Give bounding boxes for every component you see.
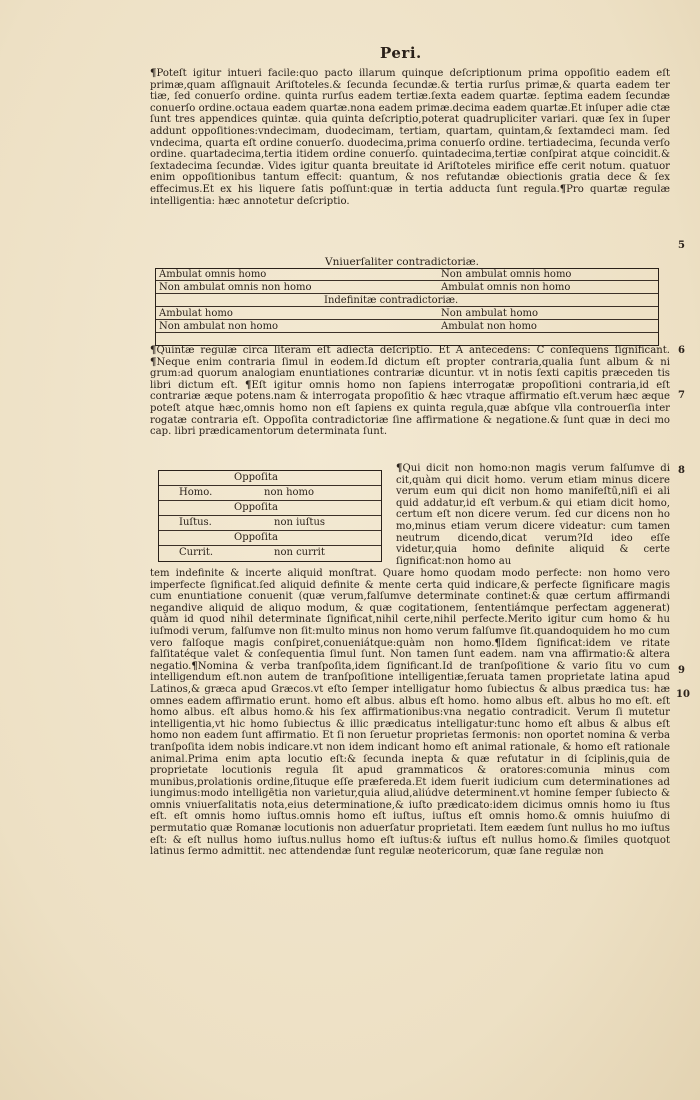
table-cell: Oppoſita bbox=[234, 472, 278, 483]
table-cell: Iuſtus. bbox=[179, 517, 212, 528]
table-row bbox=[156, 282, 658, 294]
table-row bbox=[156, 308, 658, 320]
paragraph-4-text-3: Nomina & verba tranſpoſita,idem ſignificant.Id de tranſpoſitione & vario ſitu vo cum intelligendum eſt.non autem de tranſpoſitione intelligentiæ,ſeruata tamen proprietate latina apud Latinos,& græca apud Græcos.vt eſto ſemper intelligatur homo ſubiectus & albus prædica tus: hæ omnes eadem affirmatio erunt. homo eſt albus. albus eſt homo. homo albus eſt. albus ho mo eſt. eſt homo albus. eſt albus homo.& his ſex affirmationibus:vna negatio contradicit. Verum ſi mutetur intelligentia,vt hic homo ſubiectus & illic prædicatus intelligatur:tunc homo eſt albus & albus eſt homo non eadem ſunt affirmatio. Et ſi non ſeruetur proprietas ſermonis: non oportet nomina & verba tranſpoſita idem nobis indicare.vt non idem indicant homo eſt animal rationale, & homo eſt rationale animal.Prima enim apta locutio eſt:& ſecunda inepta & quæ refutatur in di ſciplinis,quia de proprietate locutionis regula ſit apud grammaticos & oratores:comunia minus com munibus,prolationis ordine,ſituque eſſe præfereda.Et idem fuerit iudicium cum determinationes ad iungimus:modo intelligētia non varietur,quia aliud,aliúdve determinent.vt homine ſemper ſubiecto & omnis vniuerſalitatis nota,eius determinatione,& iuſto prædicato:idem dicimus omnis homo iu ſtus eſt. eſt omnis homo iuſtus.omnis homo eſt iuſtus, iuſtus eſt omnis homo.& omnis huiuſmo di permutatio quæ Romanæ locutionis non aduerſatur proprietati. Item eædem ſunt nullus ho mo iuſtus eſt: & eſt nullus homo iuſtus.nullus homo eſt iuſtus:& iuſtus eſt nullus homo.& ſimiles quotquot latinus ſermo admittit. nec attendendæ ſunt regulæ neotericorum, quæ ſane regulæ non bbox=[150, 660, 670, 858]
table-cell: Non ambulat homo bbox=[441, 308, 538, 319]
table-row bbox=[159, 501, 381, 516]
margin-number-6: 6 bbox=[678, 345, 685, 356]
pilcrow-mark: ¶ bbox=[494, 637, 501, 649]
pilcrow-mark: ¶ bbox=[191, 660, 198, 672]
table-row bbox=[156, 321, 658, 333]
paragraph-3-text: Qui dicit non homo:non magis verum falſumve di cit,quàm qui dicit homo. verum etiam minus dicere verum eum qui dicit non homo manifeſtū,niſi ei ali quid addatur,id eſt verbum.& qui etiam dicit homo, certum eſt non dicere verum. ſed cur dicens non ho mo,minus etiam verum dicere videatur: cum tamen neutrum dicendo,dicat verum?Id ideo eſſe videtur,quia homo definite aliquid & certe ſignificat:non homo au bbox=[396, 463, 670, 567]
table-cell: Ambulat omnis homo bbox=[159, 269, 267, 280]
table-cell: Oppoſita bbox=[234, 532, 278, 543]
margin-number-10: 10 bbox=[676, 689, 690, 700]
paragraph-4 bbox=[150, 568, 670, 858]
table-cell: non iuſtus bbox=[274, 517, 326, 528]
margin-number-9: 9 bbox=[678, 665, 685, 676]
table-1-caption: Vniuerſaliter contradictoriæ. bbox=[325, 256, 479, 268]
pilcrow-mark: ¶ bbox=[396, 463, 403, 474]
pilcrow-mark: ¶ bbox=[150, 345, 157, 356]
table-row bbox=[159, 546, 381, 560]
paragraph-1 bbox=[150, 68, 670, 207]
paragraph-1-text-2: Pro quartæ regulæ intelligentia: hæc annotetur deſcriptio. bbox=[150, 183, 671, 207]
opposites-table bbox=[158, 470, 382, 562]
table-row bbox=[156, 269, 658, 281]
paragraph-3 bbox=[396, 463, 670, 567]
table-row bbox=[156, 295, 658, 307]
table-cell: Ambulat homo bbox=[159, 308, 233, 319]
table-cell: non homo bbox=[264, 487, 315, 498]
paragraph-4-text: tem indefinite & incerte aliquid monſtrat. Quare homo quodam modo perfecte: non homo vero imperfecte ſignificat.ſed aliquid definite & mente certa quid indicare,& perfecte ſignificare magis cum enuntiatione conuenit (quæ verum,falſumve determinate continet:& quæ certum affirmandi negandive aliquid de aliquo modum, & quæ cogitationem, ſententiámque perfectam aggenerat) quàm id quod nihil determinate ſignificat,nihil certe,nihil perfecte.Merito igitur cum homo & hu iuſmodi verum, falſumve non ſit:multo minus non homo verum falſumve ſit.quandoquidem ho mo cum vero falſoque magis conſpiret,conueniátque:quàm non homo. bbox=[150, 568, 670, 649]
margin-number-7: 7 bbox=[678, 390, 685, 401]
table-row bbox=[159, 531, 381, 546]
table-subheading: Indefinitæ contradictoriæ. bbox=[324, 295, 459, 306]
paragraph-1-text: Poteſt igitur intueri facile:quo pacto illarum quinque deſcriptionum prima oppoſitio eadem eſt primæ,quam aſſignauit Ariſtoteles.& ſecunda ſecundæ.& tertia rurſus primæ,& quarta eadem ter tiæ, ſed conuerſo ordine. quinta rurſus eadem tertiæ.ſexta eadem quartæ. ſeptima eadem ſecundæ conuerſo ordine.octaua eadem quartæ.nona eadem primæ.decima eadem quartæ.Et inſuper adie ctæ ſunt tres appendices quintæ. quia quinta deſcriptio,poterat quadrupliciter variari. quæ ſex in ſuper addunt oppoſitiones:vndecimam, duodecimam, tertiam, quartam, quintam,& ſextamdeci mam. ſed vndecima, quarta eſt ordine conuerſo. duodecima,prima conuerſo ordine. tertiadecima, ſecunda verſo ordine. quartadecima,tertia itidem ordine conuerſo. quintadecima,tertiæ conſpirat atque coincidit.& ſextadecima ſecundæ. Vides igitur quanta breuitate id Ariſtoteles mirifice effe cerit notum. quatuor enim oppoſitionibus tantum effecit: quantum, & nos refutandæ obiectionis gratia dece & ſex effecimus.Et ex his liquere ſatis poſſunt:quæ in tertia adducta ſunt regula. bbox=[150, 68, 670, 195]
table-cell: Currit. bbox=[179, 547, 214, 558]
page-header: Peri. bbox=[380, 44, 422, 62]
table-cell: Oppoſita bbox=[234, 502, 278, 513]
paragraph-2-text: Quintæ regulæ circa literam eſt adiecta deſcriptio. Et A antecedens: C conſequens ſignificant. bbox=[156, 345, 670, 356]
paragraph-2 bbox=[150, 345, 670, 438]
paragraph-2-text-2: Neque enim contraria ſimul in eodem.Id dictum eſt propter contraria,qualia ſunt album & ni grum:ad quorum analogiam enuntiationes contrariæ dicuntur. vt in notis ſexti capitis præceden tis libri dictum eſt. bbox=[150, 356, 670, 391]
margin-number-8: 8 bbox=[678, 465, 685, 476]
table-cell: Ambulat non homo bbox=[441, 321, 537, 332]
pilcrow-mark: ¶ bbox=[559, 183, 567, 195]
table-row bbox=[159, 486, 381, 501]
table-row bbox=[159, 516, 381, 531]
table-cell: Homo. bbox=[179, 487, 213, 498]
table-cell: non currit bbox=[274, 547, 325, 558]
pilcrow-mark: ¶ bbox=[150, 68, 157, 79]
table-cell: Non ambulat omnis homo bbox=[441, 269, 572, 280]
table-cell: Non ambulat omnis non homo bbox=[159, 282, 312, 293]
pilcrow-mark: ¶ bbox=[150, 356, 157, 368]
margin-number-5: 5 bbox=[678, 240, 685, 251]
table-cell: Non ambulat non homo bbox=[159, 321, 279, 332]
table-row bbox=[159, 471, 381, 486]
paragraph-4-text-2: Idem ſignificat:idem ve ritate falſitatéque valet & conſequentia ſimul ſunt. Non tamen ſunt eadem. nam vna affirmatio:& altera negatio. bbox=[150, 637, 671, 672]
contradiction-table bbox=[155, 268, 659, 346]
paragraph-2-text-3: Eſt igitur omnis homo non ſapiens interrogatæ propoſitioni contraria,id eſt contrariæ æque potens.nam & interrogata propoſitio & hæc vtraque affirmatio eſt.verum hæc æque poteſt atque hæc,omnis homo non eſt ſapiens ex quinta regula,quæ abſque vlla controuerſia inter rogatæ contraria eſt. Oppoſita contradictoriæ ſine affirmatione & negatione.& ſunt quæ in deci mo cap. libri prædicamentorum determinata ſunt. bbox=[150, 379, 670, 438]
pilcrow-mark: ¶ bbox=[245, 379, 252, 391]
table-cell: Ambulat omnis non homo bbox=[441, 282, 571, 293]
